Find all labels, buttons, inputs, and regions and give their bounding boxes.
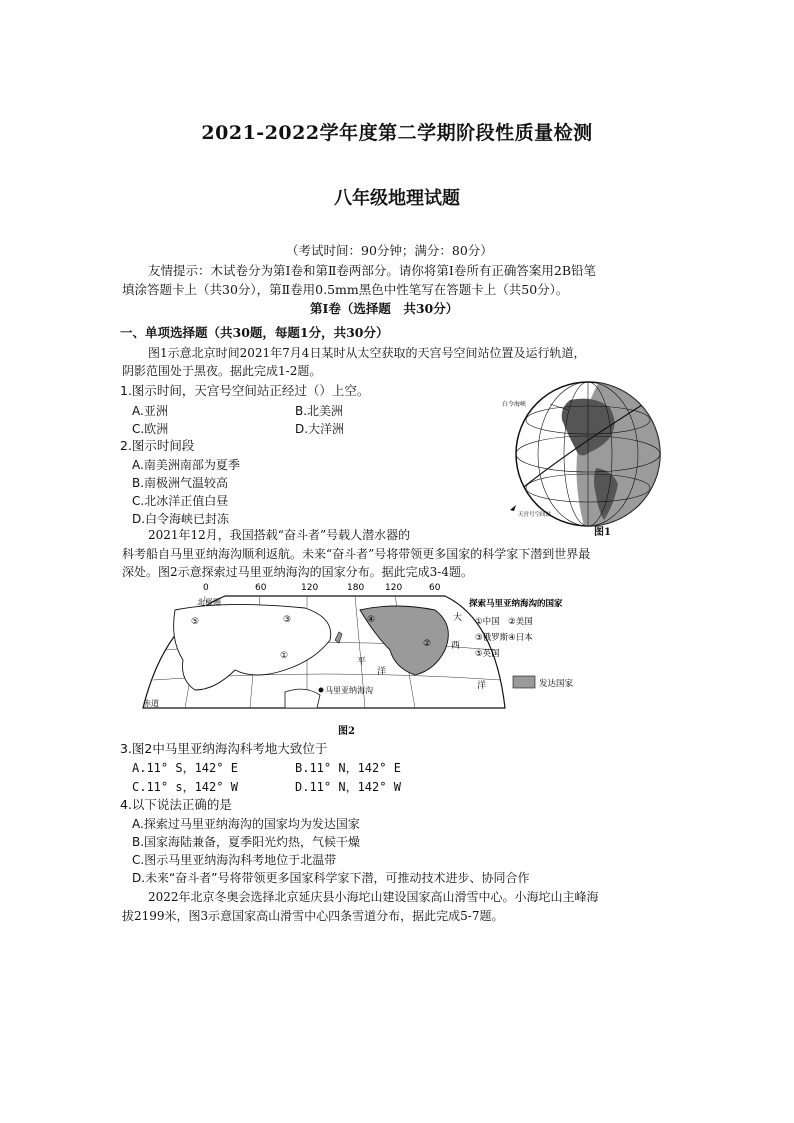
tips-line-1: 友情提示：木试卷分为第Ⅰ卷和第Ⅱ卷两部分。请你将第Ⅰ卷所有正确答案用2B铅笔	[148, 263, 597, 278]
exam-info: （考试时间：90分钟；满分：80分）	[286, 243, 493, 258]
intro-2-line-3: 深处。图2示意探索过马里亚纳海沟的国家分布。据此完成3-4题。	[122, 565, 473, 579]
question-1-option-b: B.北美洲	[295, 404, 344, 418]
legend-row-2: ③俄罗斯④日本	[475, 633, 533, 643]
marker-china: ①	[280, 651, 289, 661]
intro-2-line-2: 科考船自马里亚纳海沟顺利返航。未来“奋斗者”号将带领更多国家的科学家下潜到世界最	[122, 547, 591, 561]
intro-1-line-2: 阴影范围处于黑夜。据此完成1-2题。	[122, 364, 322, 378]
question-1-stem: 1.图示时间，天宫号空间站正经过（）上空。	[120, 383, 370, 398]
legend-title: 探索马里亚纳海沟的国家	[469, 599, 563, 609]
question-2-option-c: C.北冰洋正值白昼	[132, 494, 229, 508]
question-4-option-c: C.图示马里亚纳海沟科考地位于北温带	[132, 853, 337, 867]
lon-label-60w: 60	[429, 583, 441, 593]
trench-marker	[319, 688, 324, 693]
question-4-option-d: D.未来“奋斗者”号将带领更多国家科学家下潜，可推动技术进步、协同合作	[132, 871, 530, 885]
label-ocean-2: 平	[357, 657, 367, 667]
figure-1-caption: 图1	[594, 527, 611, 538]
legend-developed-swatch	[513, 676, 535, 688]
question-2-option-a: A.南美洲南部为夏季	[132, 458, 240, 472]
legend-developed-label: 发达国家	[539, 679, 574, 689]
question-2-option-d: D.白令海峡已封冻	[132, 512, 230, 526]
label-trench: 马里亚纳海沟	[325, 686, 373, 695]
page-subtitle: 八年级地理试题	[334, 188, 460, 209]
figure-2-caption: 图2	[338, 726, 355, 737]
label-ocean-1: 大	[453, 613, 463, 623]
label-ocean-4: 西	[451, 641, 461, 651]
question-1-option-d: D.大洋洲	[295, 422, 345, 436]
legend-row-1: ①中国 ②美国	[475, 617, 533, 627]
question-3-option-b: B.11° N，142° E	[295, 761, 401, 775]
label-equator: 赤道	[143, 699, 159, 708]
figure-1-globe	[500, 380, 670, 540]
question-3-option-a: A.11° S，142° E	[132, 761, 238, 775]
question-3-stem: 3.图2中马里亚纳海沟科考地大致位于	[120, 741, 328, 756]
section-1-heading: 一、单项选择题（共30题，每题1分，共30分）	[120, 325, 389, 340]
question-4-option-a: A.探索过马里亚纳海沟的国家均为发达国家	[132, 817, 360, 831]
marker-russia: ③	[283, 615, 292, 625]
legend-row-3: ⑤英国	[475, 649, 500, 659]
intro-1-line-1: 图1示意北京时间2021年7月4日某时从太空获取的天宫号空间站位置及运行轨道，	[148, 346, 586, 360]
question-4-option-b: B.国家海陆兼备，夏季阳光灼热，气候干燥	[132, 835, 361, 849]
space-station-icon	[510, 505, 516, 511]
label-bering-strait: 白令海峡	[502, 401, 527, 408]
label-north-pole-circle: 北极圈	[197, 598, 221, 607]
question-3-option-d: D.11° N，142° W	[295, 780, 401, 794]
page-title: 2021-2022学年度第二学期阶段性质量检测	[201, 122, 593, 144]
marker-usa: ②	[423, 639, 432, 649]
question-1-option-c: C.欧洲	[132, 422, 169, 436]
figure-2-world-map	[135, 580, 595, 715]
label-ocean-3: 洋	[377, 667, 387, 677]
marker-japan: ④	[367, 615, 376, 625]
question-2-option-b: B.南极洲气温较高	[132, 476, 229, 490]
intro-3-line-1: 2022年北京冬奥会选择北京延庆县小海坨山建设国家高山滑雪中心。小海坨山主峰海	[148, 890, 599, 904]
lon-label-120: 120	[301, 583, 319, 593]
australia-land	[285, 689, 320, 708]
volume-1-heading: 第Ⅰ卷（选择题 共30分）	[310, 301, 459, 316]
question-4-stem: 4.以下说法正确的是	[120, 797, 232, 812]
lon-label-180: 180	[347, 583, 365, 593]
lon-label-60: 60	[255, 583, 267, 593]
intro-2-line-1: 2021年12月，我国搭载“奋斗者”号载人潜水器的	[148, 528, 411, 542]
marker-uk: ⑤	[191, 617, 200, 627]
lon-label-0: 0	[203, 583, 209, 593]
question-1-option-a: A.亚洲	[132, 404, 168, 418]
question-2-stem: 2.图示时间段	[120, 438, 195, 453]
label-ocean-5: 洋	[477, 681, 487, 691]
intro-3-line-2: 拔2199米，图3示意国家高山滑雪中心四条雪道分布，据此完成5-7题。	[122, 909, 504, 923]
question-3-option-c: C.11° s，142° W	[132, 780, 238, 794]
lon-label-120w: 120	[385, 583, 403, 593]
tips-line-2: 填涂答题卡上（共30分），第Ⅱ卷用0.5mm黑色中性笔写在答题卡上（共50分）。	[122, 282, 569, 297]
label-space-station: 天宫号空间站	[518, 512, 552, 518]
